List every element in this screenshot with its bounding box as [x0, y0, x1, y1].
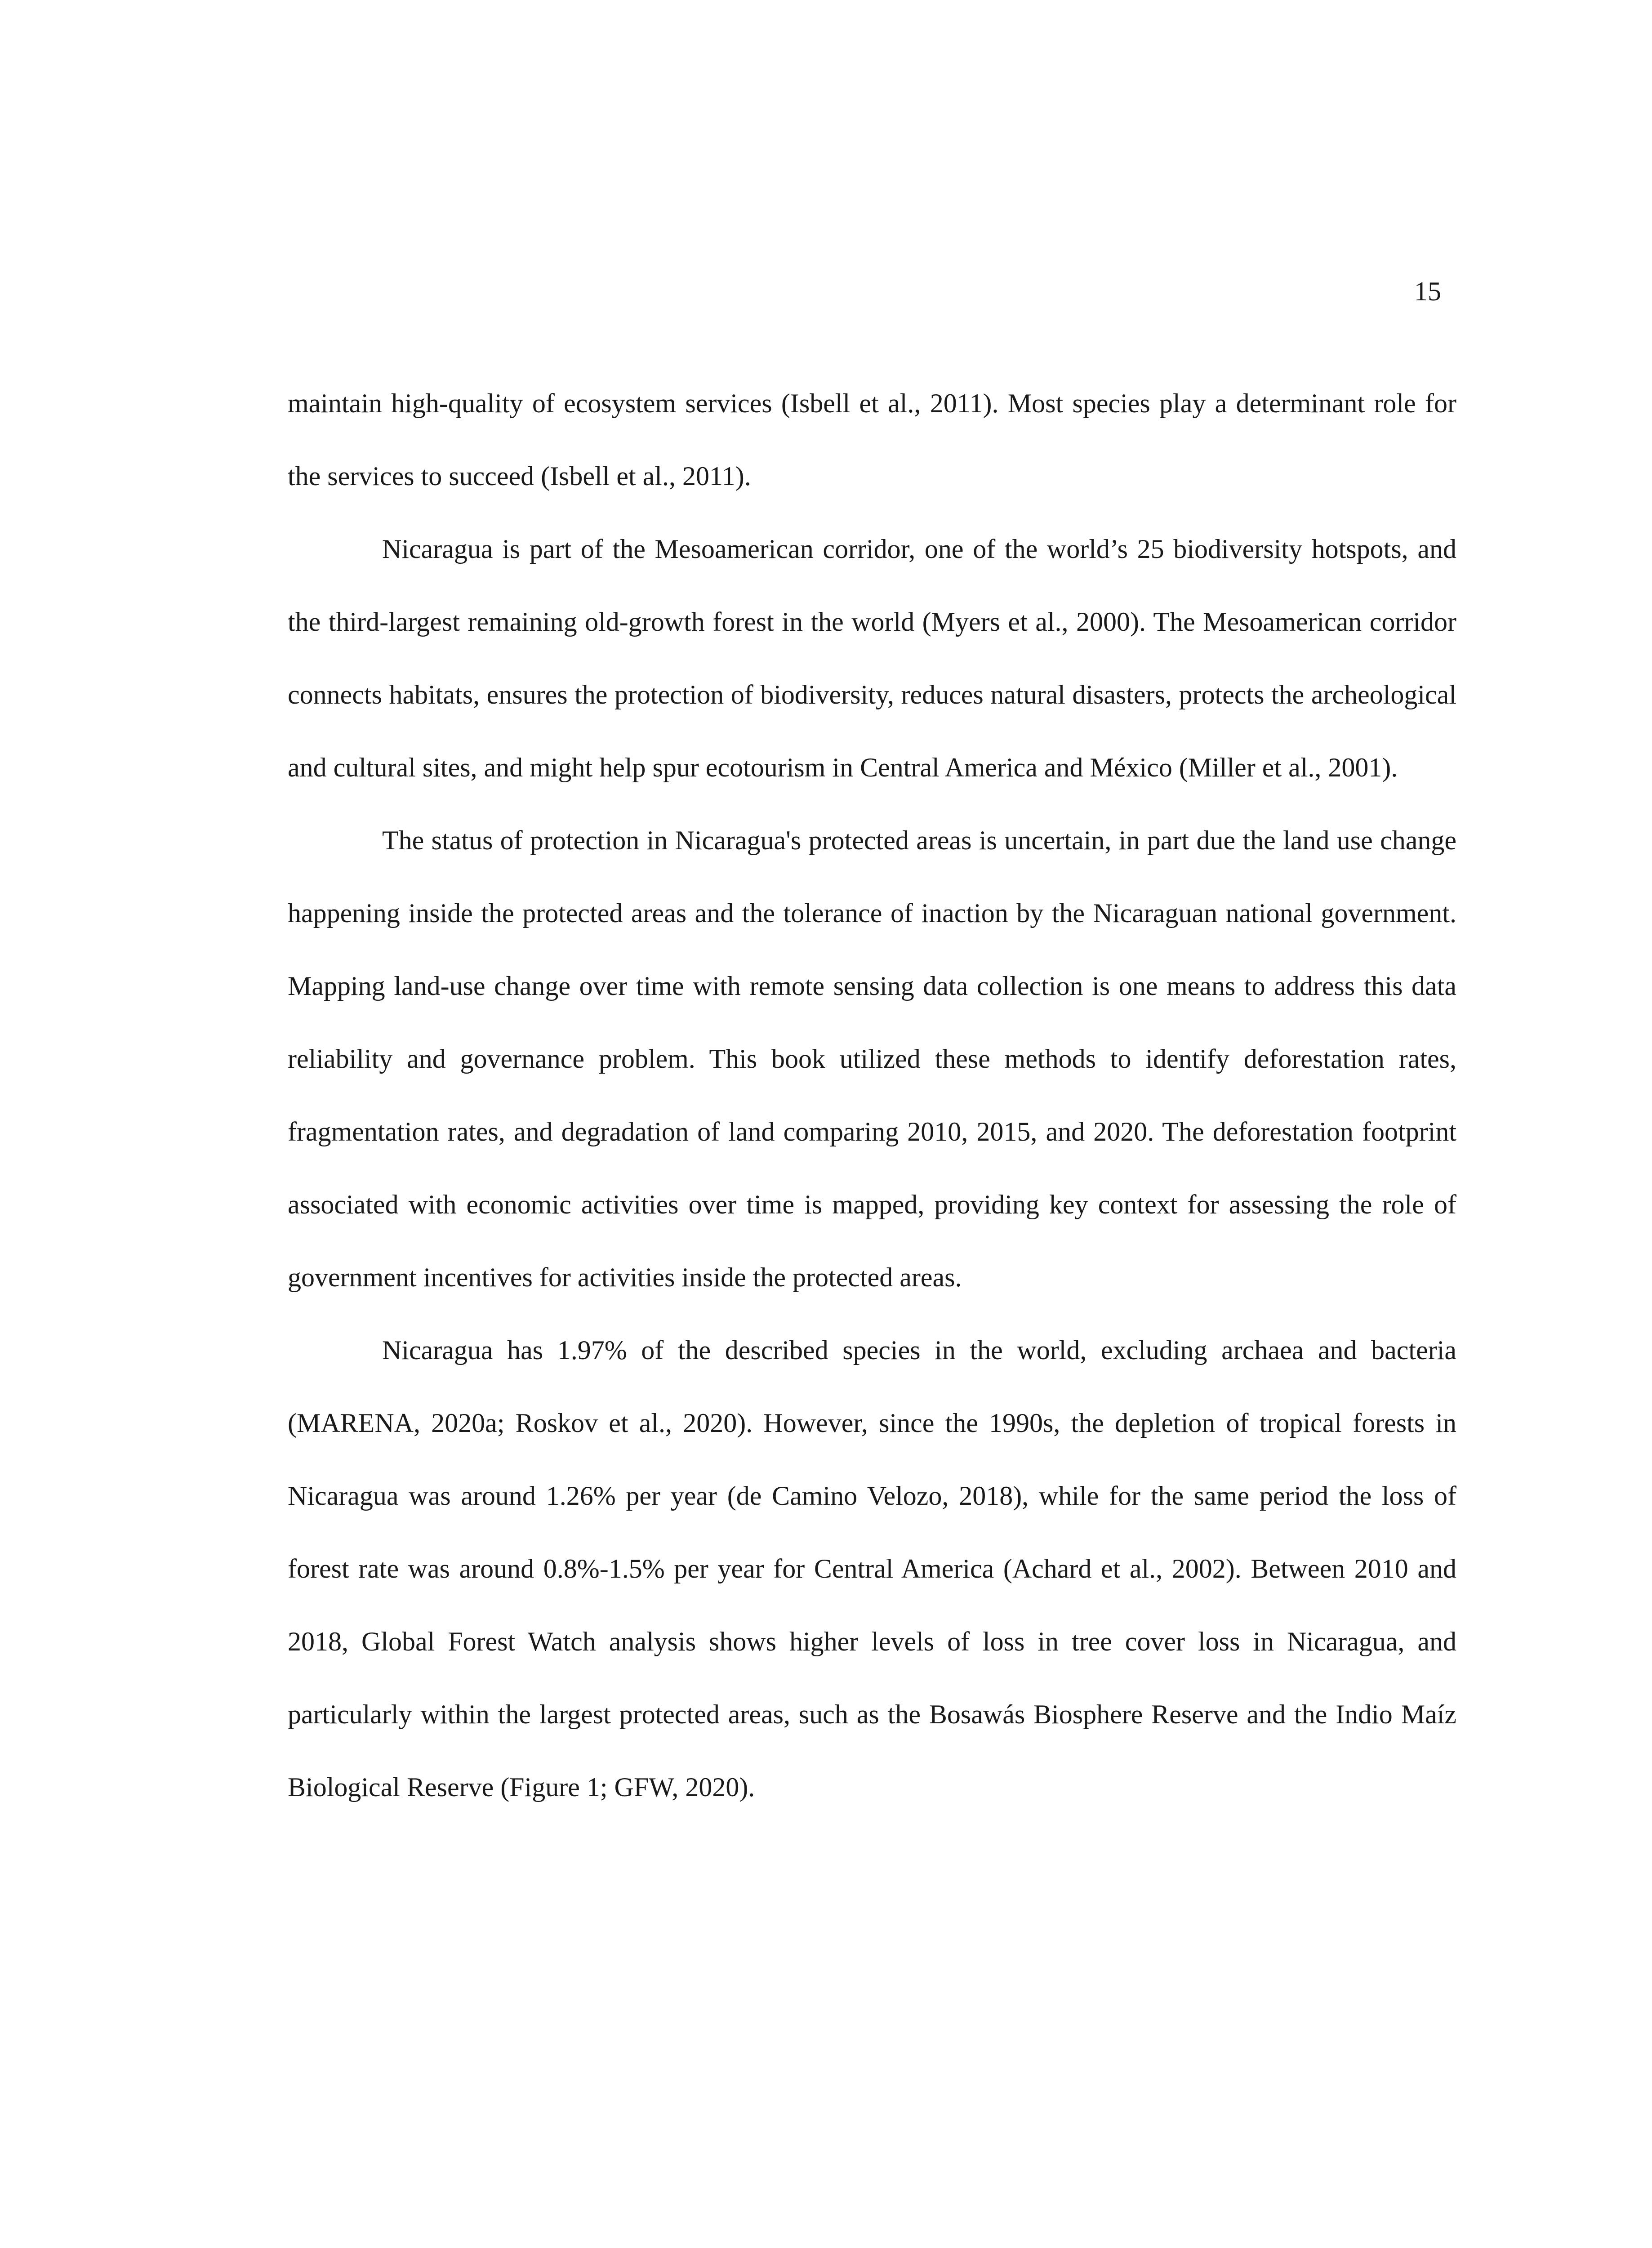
paragraph-protection-status: The status of protection in Nicaragua's protected areas is uncertain, in part due the land use change happening inside the protected areas and the tolerance of inaction by the Nicaraguan national government. Mapping land-use change over time with remote sensing data collection is one means to address this data reliability and governance problem. This book utilized these methods to identify deforestation rates, fragmentation rates, and degradation of land comparing 2010, 2015, and 2020. The deforestation footprint associated with economic activities over time is mapped, providing key context for assessing the role of government incentives for activities inside the protected areas. — [288, 825, 1456, 1292]
paragraph-ecosystem-services: maintain high-quality of ecosystem services (Isbell et al., 2011). Most species play a determinant role for the services to succeed (Isbell et al., 2011). — [288, 388, 1456, 491]
paragraph-mesoamerican-corridor: Nicaragua is part of the Mesoamerican corridor, one of the world’s 25 biodiversity hotspots, and the third-largest remaining old-growth forest in the world (Myers et al., 2000). The Mesoamerican corridor connects habitats, ensures the protection of biodiversity, reduces natural disasters, protects the archeological and cultural sites, and might help spur ecotourism in Central America and México (Miller et al., 2001). — [288, 534, 1456, 782]
page-number: 15 — [1414, 277, 1441, 306]
paragraph-species-and-deforestation: Nicaragua has 1.97% of the described species in the world, excluding archaea and bacteria (MARENA, 2020a; Roskov et al., 2020). However, since the 1990s, the depletion of tropical forests in Nicaragua was around 1.26% per year (de Camino Velozo, 2018), while for the same period the loss of forest rate was around 0.8%-1.5% per year for Central America (Achard et al., 2002). Between 2010 and 2018, Global Forest Watch analysis shows higher levels of loss in tree cover loss in Nicaragua, and particularly within the largest protected areas, such as the Bosawás Biosphere Reserve and the Indio Maíz Biological Reserve (Figure 1; GFW, 2020). — [288, 1335, 1456, 1802]
body-text — [288, 367, 1456, 1824]
